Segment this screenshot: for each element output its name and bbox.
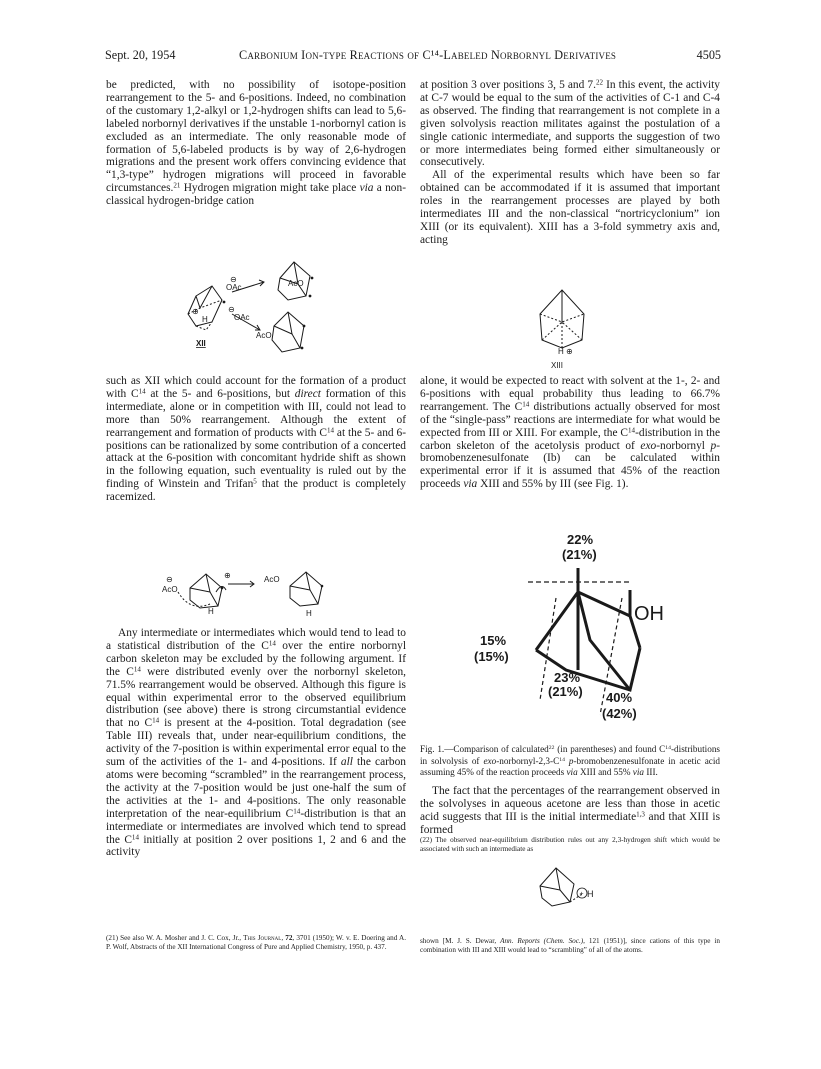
svg-text:⊖: ⊖: [230, 275, 237, 284]
svg-text:H: H: [587, 889, 594, 899]
label-c7-found: 22%: [567, 532, 594, 547]
left-paragraph-1: be predicted, with no possibility of isotope-position rearrangement to the 5- and 6-positions. Indeed, no combination of the customary 1,2-alkyl or 1,2-hydrogen shifts can lead to 5,6-labeled norbornyl derivatives if the unstable 1-norbornyl cation is excluded as an intermediate. The only reasonable mode of formation of 5,6-labeled products is by way of 2,6-hydrogen migrations and the present work offers convincing evidence that “1,3-type” hydrogen migrations will proceed in favorable circumstances.$^{21}$ Hydrogen migration might take place via a non-classical hydrogen-bridge cation: [106, 79, 406, 208]
oh-label: OH: [634, 603, 664, 625]
svg-text:⊕: ⊕: [224, 571, 231, 580]
label-c7-calc: (21%): [562, 547, 597, 562]
svg-text:⊖: ⊖: [228, 305, 235, 314]
structure-label-xiii: XIII: [551, 361, 564, 370]
footnote-21: (21) See also W. A. Mosher and J. C. Cox, Jr., This Journal, 72, 3701 (1950); W. v. E. Doering and A. P. Wolf, Abstracts of the XII International Congress of Pure and Applied Chemistry, 1950, p. 437.: [106, 934, 407, 952]
svg-text:⊕: ⊕: [566, 347, 573, 356]
svg-text:OAc: OAc: [234, 313, 250, 322]
page-number: 4505: [696, 48, 721, 62]
label-c1-calc: (15%): [474, 649, 509, 664]
right-paragraph-2: alone, it would be expected to react with solvent at the 1-, 2- and 6-positions with equal probability thus leading to 66.7% rearrangement. The $C^{14}$ distributions actually observed for most of the “single-pass” reactions are intermediate for what would be expected from III or XIII. For example, the $C^{14}$-distribution in the carbon skeleton of the acetolysis product of exo-norbornyl p-bromobenzenesulfonate (Ib) can be calculated within experimental error if it is assumed that 45% of the reaction proceeds via XIII and 55% by III (see Fig. 1).: [420, 375, 721, 491]
footnote-22-structure: [530, 858, 620, 914]
footnote-22-continued: shown [M. J. S. Dewar, Ann. Reports (Chem. Soc.), 121 (1951)], since cations of this type in combination with III and XIII would lead to “scrambling” of all of the atoms.: [420, 937, 720, 955]
right-paragraph-1: at position 3 over positions 3, 5 and 7.22 In this event, the activity at C-7 would be equal to the sum of the activities of C-1 and C-4 as observed. The finding that rearrangement is not complete in a given solvolysis reaction militates against the postulation of a single cationic intermediate, and supports the suggestion of two or more intermediates being formed either simultaneously or consecutively. All of the experimental results which have been so far obtained can be accommodated if it is assumed that important roles in the rearrangement processes are played by both intermediates III and the non-classical “nortricyclonium” ion XIII (or its equivalent). XIII has a 3-fold symmetry axis and, acting: [420, 78, 721, 246]
header-date: Sept. 20, 1954: [105, 48, 176, 62]
svg-text:AcO: AcO: [162, 585, 178, 594]
svg-text:AcO: AcO: [264, 575, 280, 584]
svg-text:H: H: [208, 607, 214, 616]
structure-xii-scheme: [160, 256, 360, 356]
header-title: Carbonium Ion-type Reactions of C¹⁴-Labeled Norbornyl Derivatives: [239, 48, 617, 62]
svg-text:H: H: [558, 347, 564, 356]
svg-text:⊕: ⊕: [192, 307, 199, 316]
svg-text:AcO: AcO: [288, 279, 304, 288]
svg-text:AcO: AcO: [256, 331, 272, 340]
svg-text:⊖: ⊖: [166, 575, 173, 584]
structure-label-xii: XII: [196, 339, 206, 348]
label-c3-calc: (42%): [602, 706, 637, 721]
running-header: [105, 47, 721, 63]
svg-text:OAc: OAc: [226, 283, 242, 292]
right-paragraph-3: The fact that the percentages of the rearrangement observed in the solvolyses in aqueous acetone are less than those in acetic acid suggests that III is the initial intermediate$^{1,3}$ and that XIII is formed: [420, 785, 720, 836]
hydride-shift-equation: [160, 552, 360, 618]
label-c2-found: 23%: [554, 670, 581, 685]
label-c1-found: 15%: [480, 633, 507, 648]
structure-xiii: [530, 282, 594, 372]
left-paragraph-3: Any intermediate or intermediates which would tend to lead to a statistical distribution of the $C^{14}$ over the entire norbornyl carbon skeleton may be excluded by the following argument. If the $C^{14}$ were distributed evenly over the norbornyl skeleton, 71.5% rearrangement would be observed. Although this figure is equal within experimental error to the observed equilibrium distribution (see above) there is strong circumstantial evidence that no $C^{14}$ is present at the 4-position. Total degradation (see Table III) reveals that, under near-equilibrium conditions, the activity of the 7-position is within experimental error equal to the sum of the activities of the 1- and 4-positions. If all the carbon atoms were becoming “scrambled” in the rearrangement process, the activity at the 7-position would be just one-half the sum of the activities at the 1- and 4-positions. The only reasonable interpretation of the near-equilibrium $C^{14}$-distribution is that an intermediate or intermediates are involved which tend to spread the $C^{14}$ initially at position 2 over positions 1, 2 and 6 and the activity: [106, 627, 407, 859]
figure-1-distribution: [470, 530, 690, 730]
svg-text:H: H: [306, 609, 312, 618]
left-paragraph-2: such as XII which could account for the formation of a product with $C^{14}$ at the 5- and 6-positions, but direct formation of this intermediate, alone or in competition with III, could not lead to more than 50% rearrangement. Although the extent of rearrangement and formation of products with $C^{14}$ at the 5- and 6-positions can be rationalized by some contribution of a concerted attack at the 6-position with concomitant hydride shift as shown in the following equation, such eventuality is ruled out by the finding of Winstein and Trifan$^5$ that the product is completely racemized.: [106, 375, 406, 504]
label-c3-found: 40%: [606, 690, 633, 705]
label-c2-calc: (21%): [548, 684, 583, 699]
footnote-22: (22) The observed near-equilibrium distribution rules out any 2,3-hydrogen shift which would be associated with such an intermediate as: [420, 836, 720, 854]
figure-1-caption: Fig. 1.—Comparison of calculated$^{22}$ (in parentheses) and found $C^{14}$-distributions in solvolysis of exo-$norbornyl-2,3-C^{14}$ p-bromobenzenesulfonate in acetic acid assuming 45% of the reaction proceeds via XIII and 55% via III.: [420, 744, 721, 778]
svg-text:+: +: [579, 891, 584, 898]
svg-text:H: H: [202, 315, 208, 324]
